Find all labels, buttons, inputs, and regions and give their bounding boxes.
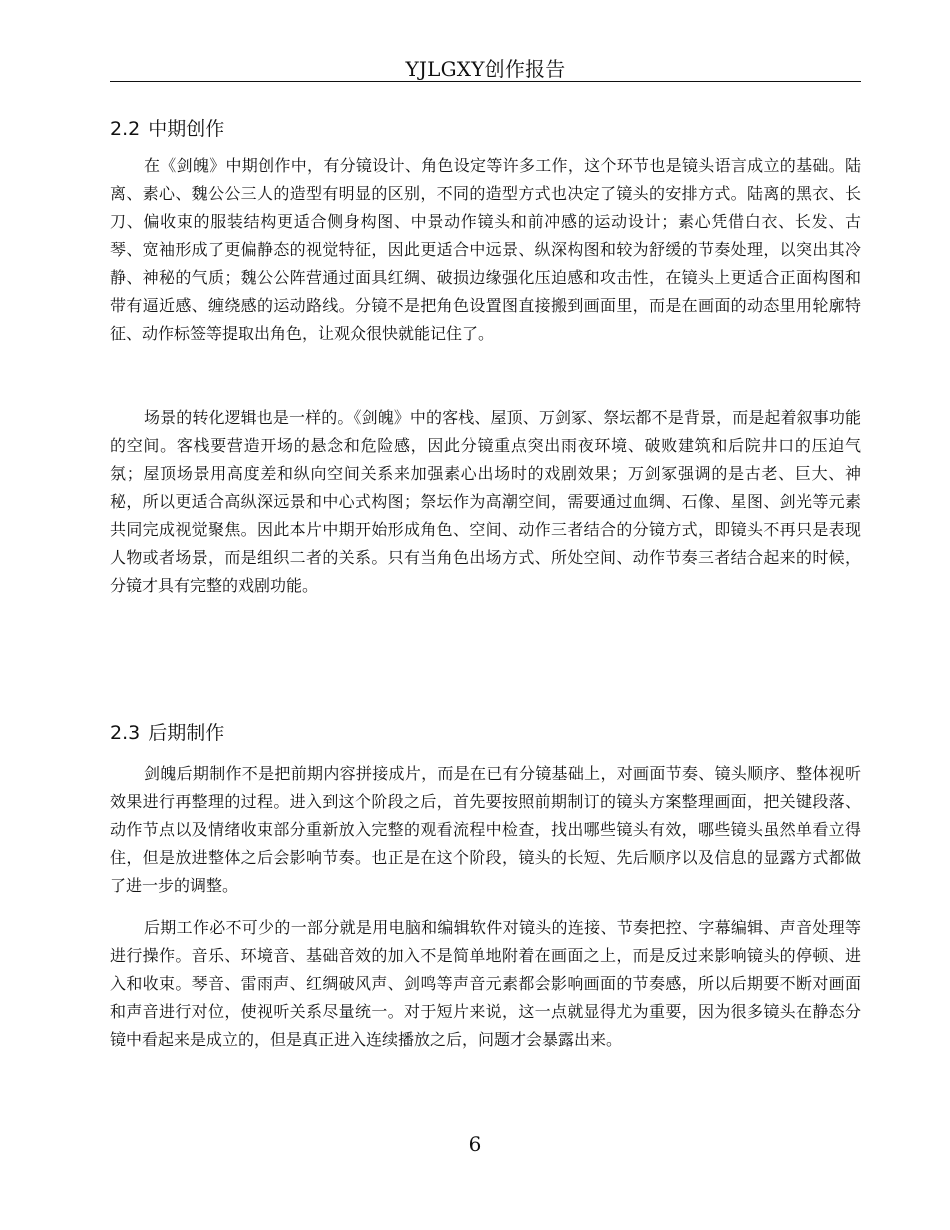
section-title: 后期制作 xyxy=(148,722,225,744)
section-heading-2-3 xyxy=(110,720,850,746)
paragraph: 后期工作必不可少的一部分就是用电脑和编辑软件对镜头的连接、节奏把控、字幕编辑、声音处理等进行操作。音乐、环境音、基础音效的加入不是简单地附着在画面之上，而是反过来影响镜头的停顿、进入和收束。琴音、雷雨声、红绸破风声、剑鸣等声音元素都会影响画面的节奏感，所以后期要不断对画面和声音进行对位，使视听关系尽量统一。对于短片来说，这一点就显得尤为重要，因为很多镜头在静态分镜中看起来是成立的，但是真正进入连续播放之后，问题才会暴露出来。 xyxy=(110,918,861,1049)
paragraph: 在《剑魄》中期创作中，有分镜设计、角色设定等许多工作，这个环节也是镜头语言成立的基础。陆离、素心、魏公公三人的造型有明显的区别，不同的造型方式也决定了镜头的安排方式。陆离的黑衣、长刀、偏收束的服装结构更适合侧身构图、中景动作镜头和前冲感的运动设计；素心凭借白衣、长发、古琴、宽袖形成了更偏静态的视觉特征，因此更适合中远景、纵深构图和较为舒缓的节奏处理，以突出其冷静、神秘的气质；魏公公阵营通过面具红绸、破损边缘强化压迫感和攻击性，在镜头上更适合正面构图和带有逼近感、缠绕感的运动路线。分镜不是把角色设置图直接搬到画面里，而是在画面的动态里用轮廓特征、动作标签等提取出角色，让观众很快就能记住了。 xyxy=(110,156,861,343)
header-rule xyxy=(110,81,861,82)
paragraph: 场景的转化逻辑也是一样的。《剑魄》中的客栈、屋顶、万剑冢、祭坛都不是背景，而是起着叙事功能的空间。客栈要营造开场的悬念和危险感，因此分镜重点突出雨夜环境、破败建筑和后院井口的压迫气氛；屋顶场景用高度差和纵向空间关系来加强素心出场时的戏剧效果；万剑冢强调的是古老、巨大、神秘，所以更适合高纵深远景和中心式构图；祭坛作为高潮空间，需要通过血绸、石像、星图、剑光等元素共同完成视觉聚焦。因此本片中期开始形成角色、空间、动作三者结合的分镜方式，即镜头不再只是表现人物或者场景，而是组织二者的关系。只有当角色出场方式、所处空间、动作节奏三者结合起来的时候，分镜才具有完整的戏剧功能。 xyxy=(110,408,861,595)
section-heading-2-2 xyxy=(110,116,850,142)
page-number: 6 xyxy=(468,1132,482,1156)
section-number: 2.2 xyxy=(110,118,141,140)
running-header: YJLGXY创作报告 xyxy=(405,57,566,81)
paragraph: 剑魄后期制作不是把前期内容拼接成片，而是在已有分镜基础上，对画面节奏、镜头顺序、整体视听效果进行再整理的过程。进入到这个阶段之后，首先要按照前期制订的镜头方案整理画面，把关键段落、动作节点以及情绪收束部分重新放入完整的观看流程中检查，找出哪些镜头有效，哪些镜头虽然单看立得住，但是放进整体之后会影响节奏。也正是在这个阶段，镜头的长短、先后顺序以及信息的显露方式都做了进一步的调整。 xyxy=(110,764,861,895)
section-number: 2.3 xyxy=(110,722,141,744)
section-title: 中期创作 xyxy=(148,118,225,140)
